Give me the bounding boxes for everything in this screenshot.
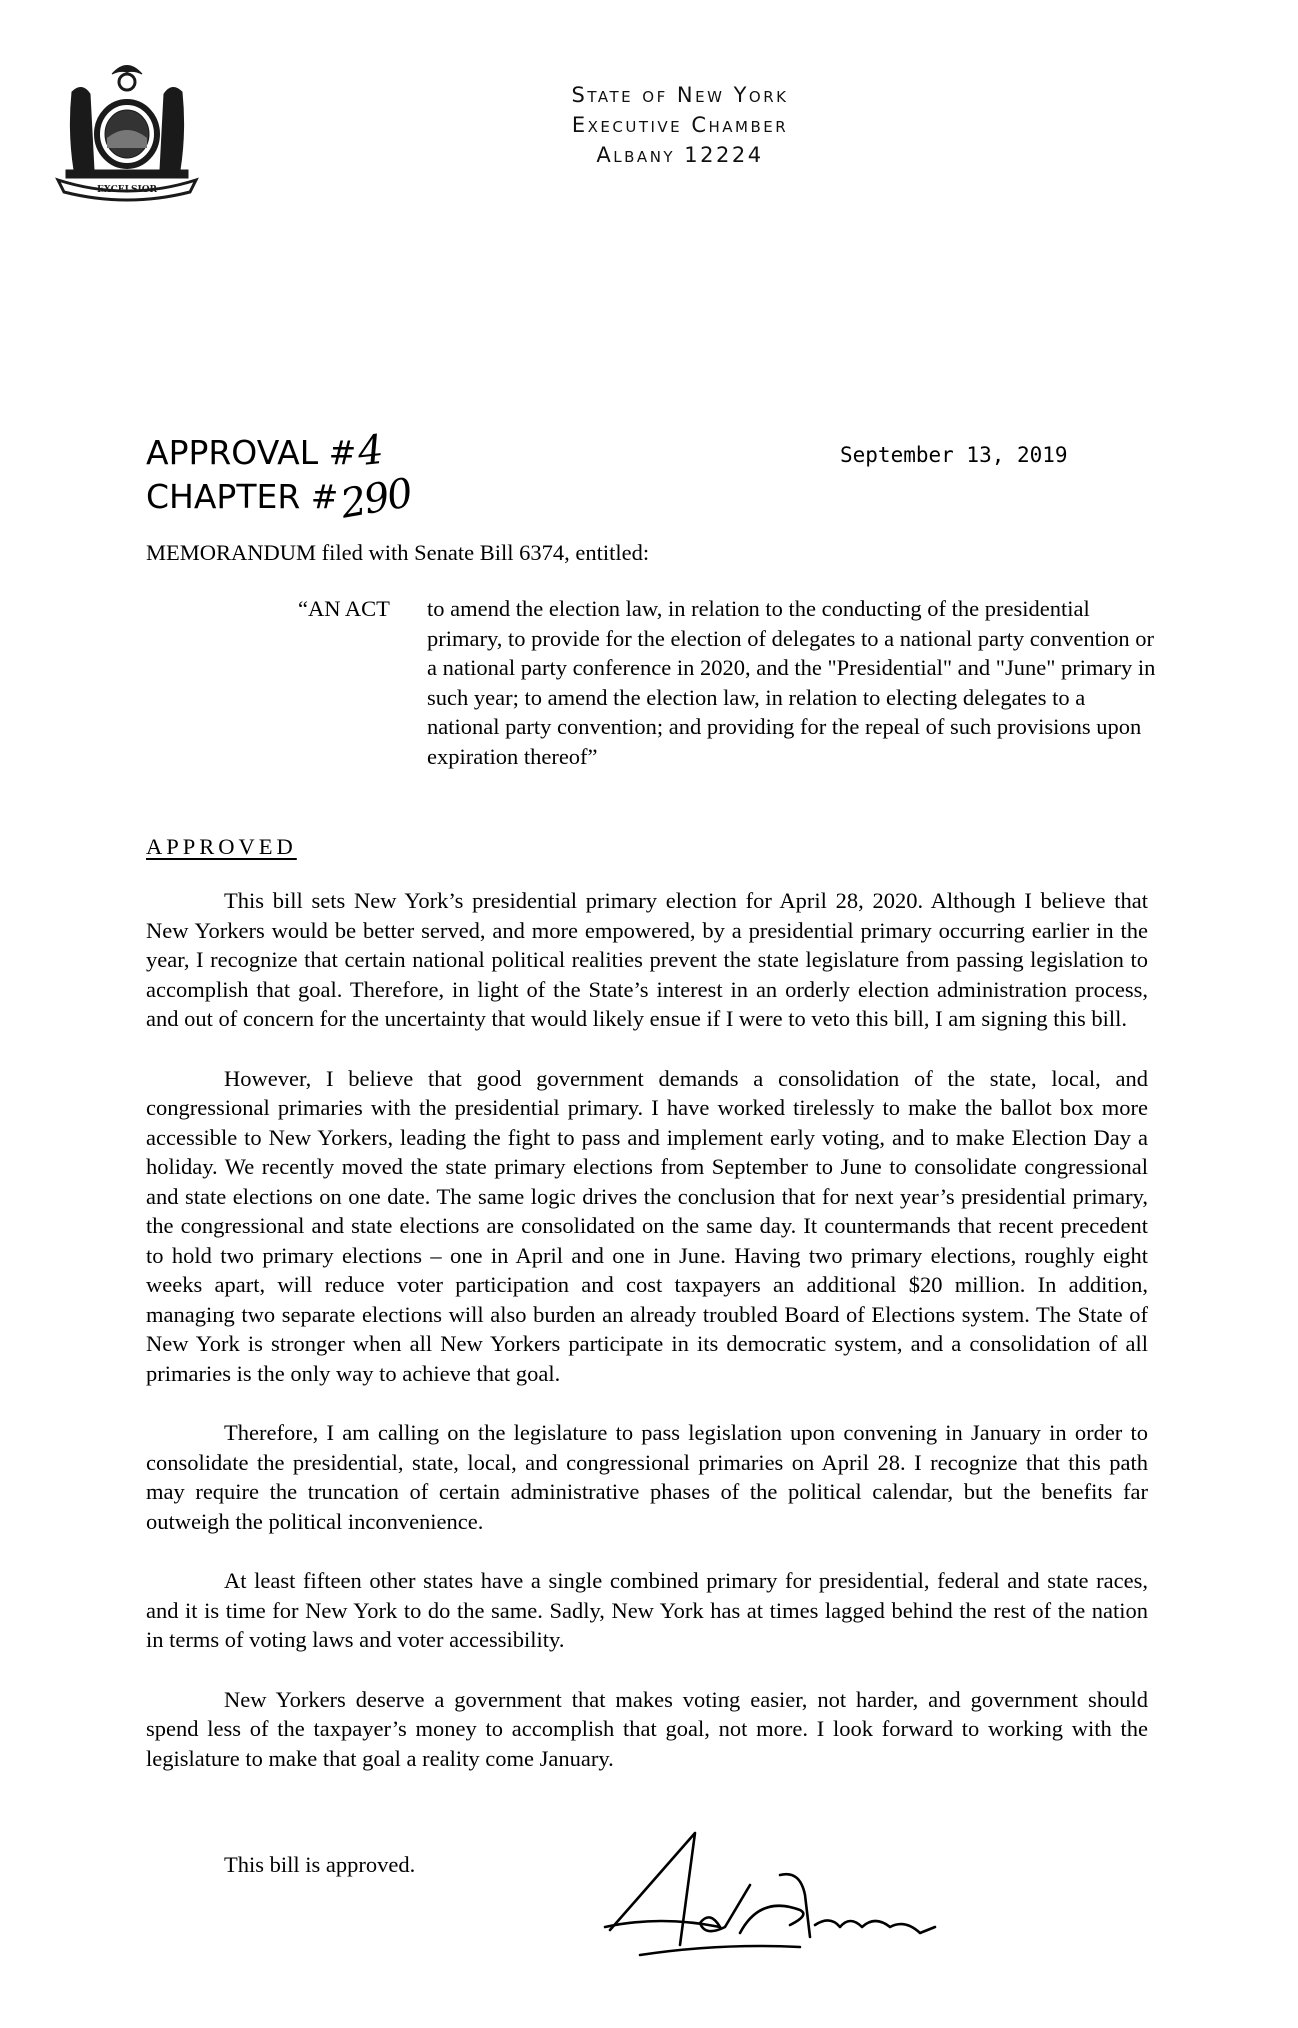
approval-label: APPROVAL # (146, 433, 357, 472)
letterhead-line-3: Albany 12224 (596, 143, 764, 167)
approval-number: 4 (355, 426, 387, 476)
memo-date: September 13, 2019 (840, 443, 1068, 467)
chapter-number: 290 (337, 470, 415, 528)
closing-line: This bill is approved. (224, 1852, 416, 1877)
seal-motto: EXCELSIOR (96, 185, 158, 195)
state-seal-icon (52, 52, 202, 202)
chapter-label: CHAPTER # (146, 477, 339, 516)
letterhead-line-1: State of New York (571, 83, 789, 107)
body-paragraph: However, I believe that good government demands a consolidation of the state, local, and congressional primaries with the presidential primary. I have worked tirelessly to make the ballot box more accessible to New Yorkers, leading the fight to pass and implement early voting, and to make Election Day a holiday. We recently moved the state primary elections from September to June to consolidate congressional and state elections on one date. The same logic drives the conclusion that for next year’s presidential primary, the congressional and state elections are consolidated on the same day. It countermands that recent precedent to hold two primary elections – one in April and one in June. Having two primary elections, roughly eight weeks apart, will reduce voter participation and cost taxpayers an additional $20 million. In addition, managing two separate elections will also burden an already troubled Board of Elections system. The State of New York is stronger when all New Yorkers participate in its democratic system, and a consolidation of all primaries is the only way to achieve that goal. (146, 1065, 1148, 1386)
body-paragraph: At least fifteen other states have a single combined primary for presidential, federal and state races, and it is time for New York to do the same. Sadly, New York has at times lagged behind the rest of the nation in terms of voting laws and voter accessibility. (146, 1568, 1148, 1652)
memo-line: MEMORANDUM filed with Senate Bill 6374, entitled: (146, 540, 650, 565)
memo-body (146, 886, 1148, 1803)
body-paragraph: New Yorkers deserve a government that makes voting easier, not harder, and government should spend less of the taxpayer’s money to accomplish that goal, not more. I look forward to working with the legislature to make that goal a reality come January. (146, 1686, 1148, 1771)
approval-line (146, 426, 411, 476)
body-paragraph: This bill sets New York’s presidential primary election for April 28, 2020. Although I believe that New Yorkers would be better served, and more empowered, by a presidential primary occurring earlier in the year, I recognize that certain national political realities prevent the state legislature from passing legislation to accomplish that goal. Therefore, in light of the State’s interest in an orderly election administration process, and out of concern for the uncertainty that would likely ensue if I were to veto this bill, I am signing this bill. (146, 888, 1148, 1031)
signature-icon (600, 1815, 980, 1965)
act-label: “AN ACT (298, 596, 390, 621)
body-paragraph: Therefore, I am calling on the legislature to pass legislation upon convening in January in order to consolidate the presidential, state, local, and congressional primaries on April 28. I recognize that this path may require the truncation of certain administrative phases of the political calendar, but the benefits far outweigh the political inconvenience. (146, 1420, 1148, 1534)
chapter-line (146, 470, 415, 528)
letterhead-line-2: Executive Chamber (571, 113, 789, 137)
act-title: to amend the election law, in relation to the conducting of the presidential primary, to provide for the election of delegates to a national party convention or a national party conference in 2020, and the "Presidential" and "June" primary in such year; to amend the election law, in relation to electing delegates to a national party convention; and providing for the repeal of such provisions upon expiration thereof” (427, 596, 1156, 769)
approved-heading: APPROVED (146, 834, 297, 859)
letterhead (440, 80, 920, 170)
approval-block (146, 426, 415, 528)
